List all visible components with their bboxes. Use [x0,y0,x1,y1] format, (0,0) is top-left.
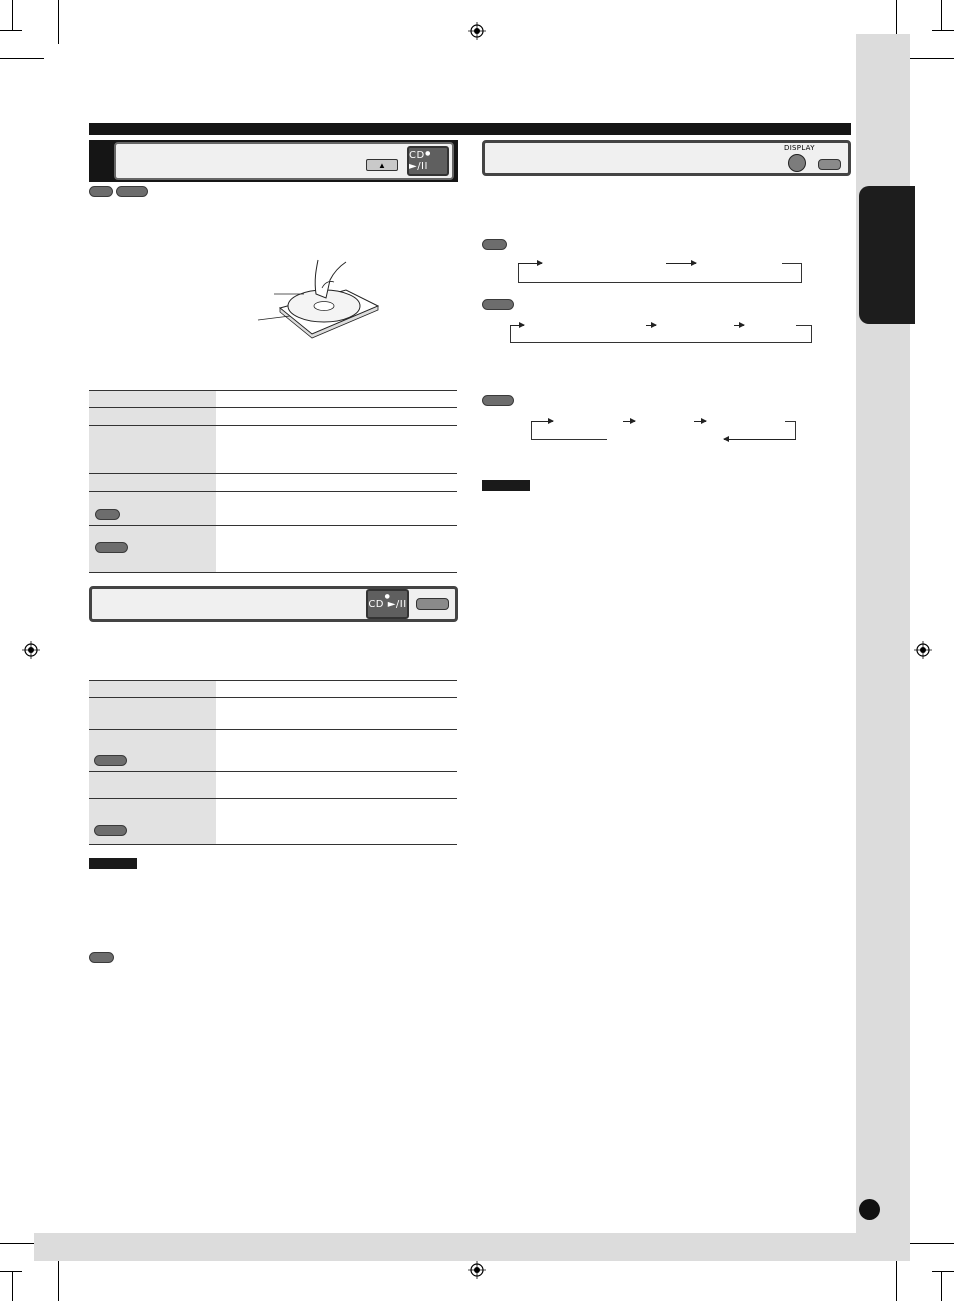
disc-type-badge [116,186,148,197]
play-pause-icon: CD ►/II [368,598,407,610]
disc-type-badge [94,825,127,836]
eject-button[interactable] [366,159,398,171]
disc-type-badge [482,395,514,406]
cd-play-pause-button[interactable]: ● CD ►/II [366,589,409,619]
disc-type-badge [482,239,507,250]
remote-button[interactable] [416,598,449,610]
display-button-label: DISPLAY [784,144,815,152]
page-number-marker [859,1199,880,1220]
chapter-tab [859,186,915,324]
disc-type-badge [95,542,128,553]
disc-tray-illustration [256,258,386,340]
notes-label [482,480,530,491]
bottom-margin [34,1233,910,1261]
registration-mark-icon [468,1261,486,1279]
section-header-bar [89,123,851,135]
front-panel-box [114,142,454,180]
registration-mark-icon [22,641,40,659]
notes-label [89,858,137,869]
play-pause-icon: CD ►/II [409,150,428,172]
cd-play-pause-button[interactable]: ● CD ►/II [407,146,449,176]
disc-type-badge [89,186,113,197]
disc-type-badge [89,952,114,963]
disc-type-badge [94,755,127,766]
registration-mark-icon [914,641,932,659]
eject-icon: ▲ [378,160,386,170]
disc-type-badge [95,509,120,520]
remote-button[interactable] [818,159,841,170]
display-button[interactable] [788,154,806,172]
registration-mark-icon [468,22,486,40]
disc-type-badge [482,299,514,310]
